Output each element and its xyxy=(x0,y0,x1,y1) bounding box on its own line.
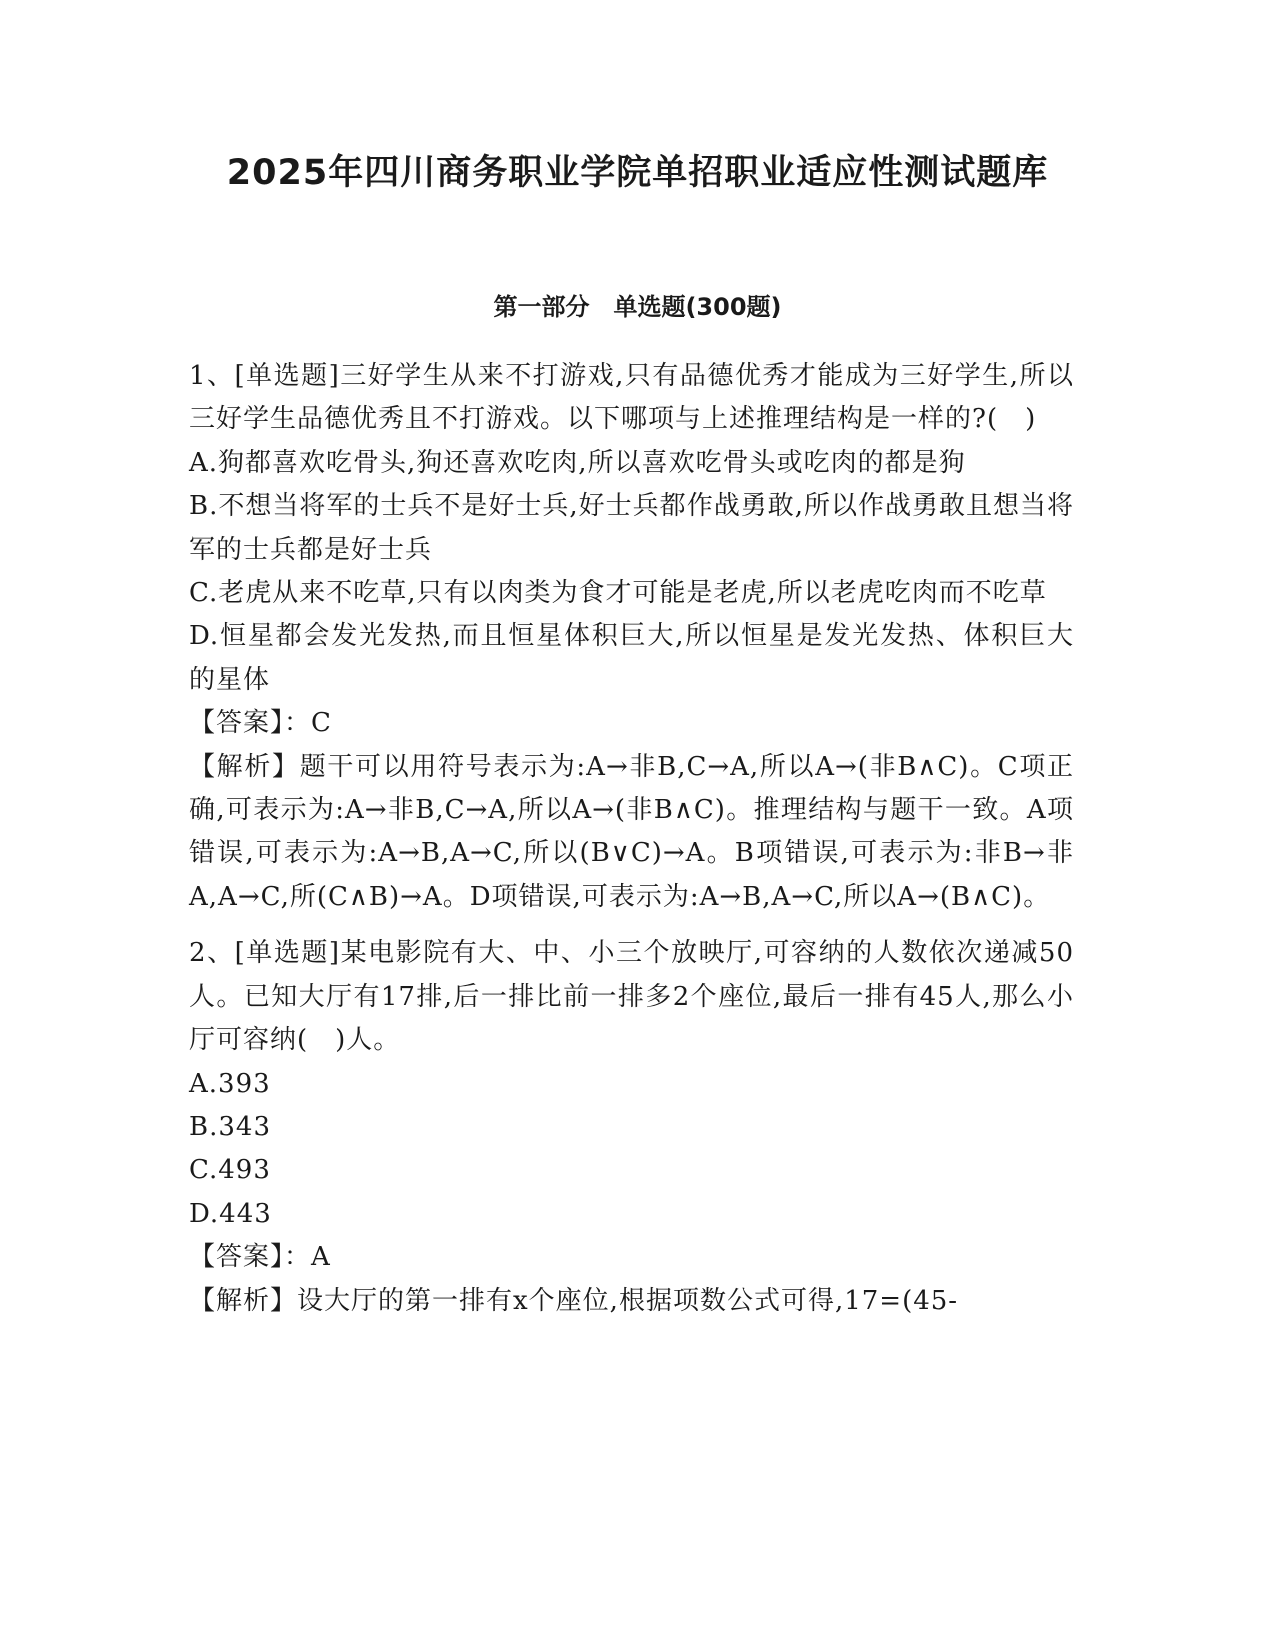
analysis-label: 【解析】 xyxy=(189,1285,298,1316)
analysis-text: 设大厅的第一排有x个座位,根据项数公式可得,17=(45- xyxy=(297,1285,959,1316)
answer-line xyxy=(189,702,1074,745)
option-c: C.493 xyxy=(189,1155,271,1186)
question-spacer xyxy=(189,919,1074,932)
option-a: A.狗都喜欢吃骨头,狗还喜欢吃肉,所以喜欢吃骨头或吃肉的都是狗 xyxy=(189,447,966,478)
section-heading: 第一部分 单选题(300题) xyxy=(493,293,782,321)
option-d: D.恒星都会发光发热,而且恒星体积巨大,所以恒星是发光发热、体积巨大的星体 xyxy=(189,621,1074,695)
option-c: C.老虎从来不吃草,只有以肉类为食才可能是老虎,所以老虎吃肉而不吃草 xyxy=(189,578,1047,609)
answer-label: 【答案】： xyxy=(189,1242,312,1273)
answer-label: 【答案】： xyxy=(189,708,312,739)
document-body xyxy=(189,355,1074,1323)
option-d: D.443 xyxy=(189,1198,272,1229)
document-title: 2025年四川商务职业学院单招职业适应性测试题库 xyxy=(226,153,1049,193)
question-stem: 2、[单选题]某电影院有大、中、小三个放映厅,可容纳的人数依次递减50人。已知大厅有17排,后一排比前一排多2个座位,最后一排有45人,那么小厅可容纳( )人。 xyxy=(189,938,1074,1056)
answer-value: C xyxy=(311,708,332,739)
question-block xyxy=(189,355,1074,919)
answer-value: A xyxy=(311,1242,331,1273)
option-b: B.不想当将军的士兵不是好士兵,好士兵都作战勇敢,所以作战勇敢且想当将军的士兵都是好士兵 xyxy=(189,491,1074,565)
analysis-text: 题干可以用符号表示为:A→非B,C→A,所以A→(非B∧C)。C项正确,可表示为:A→非B,C→A,所以A→(非B∧C)。推理结构与题干一致。A项错误,可表示为:A→B,A→C,所以(B∨C)→A。B项错误,可表示为:非B→非A,A→C,所(C∧B)→A。D项错误,可表示为:A→B,A→C,所以A→(B∧C)。 xyxy=(189,751,1074,912)
analysis-label: 【解析】 xyxy=(189,751,300,782)
question-block xyxy=(189,932,1074,1323)
option-a: A.393 xyxy=(189,1068,271,1099)
analysis-paragraph xyxy=(189,746,1074,920)
question-stem: 1、[单选题]三好学生从来不打游戏,只有品德优秀才能成为三好学生,所以三好学生品德优秀且不打游戏。以下哪项与上述推理结构是一样的?( ) xyxy=(189,361,1074,435)
answer-line xyxy=(189,1236,1074,1279)
option-b: B.343 xyxy=(189,1111,271,1142)
analysis-paragraph xyxy=(189,1280,1074,1323)
